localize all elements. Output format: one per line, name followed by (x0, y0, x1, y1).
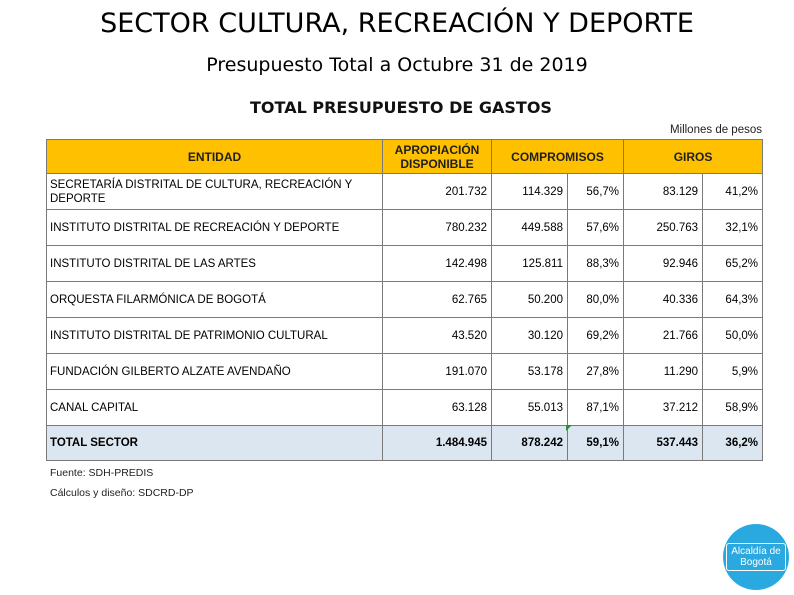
row-apropiacion: 43.520 (383, 318, 492, 354)
header-giros: GIROS (624, 140, 763, 174)
table-row (47, 246, 763, 282)
row-apropiacion: 62.765 (383, 282, 492, 318)
header-apropiacion: APROPIACIÓN DISPONIBLE (383, 140, 492, 174)
logo-line-1: Alcaldía de (731, 546, 781, 557)
total-compromisos: 878.242 (492, 426, 568, 461)
table-row (47, 210, 763, 246)
units-label: Millones de pesos (669, 124, 762, 136)
row-compromisos-pct: 69,2% (568, 318, 624, 354)
row-apropiacion: 780.232 (383, 210, 492, 246)
total-giros: 537.443 (624, 426, 703, 461)
row-giros: 21.766 (624, 318, 703, 354)
header-entidad: ENTIDAD (47, 140, 383, 174)
row-compromisos: 125.811 (492, 246, 568, 282)
source-note: Fuente: SDH-PREDIS (50, 467, 154, 479)
page-title: SECTOR CULTURA, RECREACIÓN Y DEPORTE (100, 8, 694, 39)
page-subtitle: Presupuesto Total a Octubre 31 de 2019 (206, 54, 588, 76)
row-entidad: CANAL CAPITAL (47, 390, 383, 426)
table-row (47, 174, 763, 210)
header-compromisos: COMPROMISOS (492, 140, 624, 174)
row-entidad: FUNDACIÓN GILBERTO ALZATE AVENDAÑO (47, 354, 383, 390)
total-row (47, 426, 763, 461)
row-compromisos: 449.588 (492, 210, 568, 246)
row-compromisos-pct: 27,8% (568, 354, 624, 390)
alcaldia-logo (723, 524, 789, 590)
row-entidad: SECRETARÍA DISTRITAL DE CULTURA, RECREACIÓN Y DEPORTE (47, 174, 383, 210)
row-giros-pct: 41,2% (703, 174, 763, 210)
row-entidad: INSTITUTO DISTRITAL DE RECREACIÓN Y DEPORTE (47, 210, 383, 246)
total-entidad: TOTAL SECTOR (47, 426, 383, 461)
row-giros: 92.946 (624, 246, 703, 282)
row-entidad: INSTITUTO DISTRITAL DE PATRIMONIO CULTURAL (47, 318, 383, 354)
row-giros-pct: 32,1% (703, 210, 763, 246)
row-compromisos: 55.013 (492, 390, 568, 426)
row-giros: 37.212 (624, 390, 703, 426)
row-compromisos: 50.200 (492, 282, 568, 318)
total-compromisos-pct: 59,1% (568, 426, 624, 461)
row-apropiacion: 201.732 (383, 174, 492, 210)
total-apropiacion: 1.484.945 (383, 426, 492, 461)
budget-table (46, 139, 763, 461)
row-giros: 11.290 (624, 354, 703, 390)
row-giros-pct: 5,9% (703, 354, 763, 390)
row-giros: 83.129 (624, 174, 703, 210)
table-row (47, 354, 763, 390)
row-compromisos: 30.120 (492, 318, 568, 354)
row-entidad: ORQUESTA FILARMÓNICA DE BOGOTÁ (47, 282, 383, 318)
table-row (47, 318, 763, 354)
row-compromisos-pct: 56,7% (568, 174, 624, 210)
table-row (47, 282, 763, 318)
row-apropiacion: 191.070 (383, 354, 492, 390)
row-giros: 40.336 (624, 282, 703, 318)
total-giros-pct: 36,2% (703, 426, 763, 461)
table-title: TOTAL PRESUPUESTO DE GASTOS (250, 98, 552, 117)
row-giros: 250.763 (624, 210, 703, 246)
row-compromisos: 53.178 (492, 354, 568, 390)
row-apropiacion: 63.128 (383, 390, 492, 426)
row-giros-pct: 50,0% (703, 318, 763, 354)
row-compromisos: 114.329 (492, 174, 568, 210)
table-row (47, 390, 763, 426)
row-compromisos-pct: 57,6% (568, 210, 624, 246)
cell-comment-marker (566, 425, 572, 431)
row-apropiacion: 142.498 (383, 246, 492, 282)
design-note: Cálculos y diseño: SDCRD-DP (50, 487, 194, 499)
row-compromisos-pct: 87,1% (568, 390, 624, 426)
row-entidad: INSTITUTO DISTRITAL DE LAS ARTES (47, 246, 383, 282)
row-compromisos-pct: 80,0% (568, 282, 624, 318)
table-header-row (47, 140, 763, 174)
logo-frame (726, 543, 785, 571)
row-giros-pct: 64,3% (703, 282, 763, 318)
row-compromisos-pct: 88,3% (568, 246, 624, 282)
logo-line-2: Bogotá (740, 557, 772, 568)
row-giros-pct: 65,2% (703, 246, 763, 282)
row-giros-pct: 58,9% (703, 390, 763, 426)
